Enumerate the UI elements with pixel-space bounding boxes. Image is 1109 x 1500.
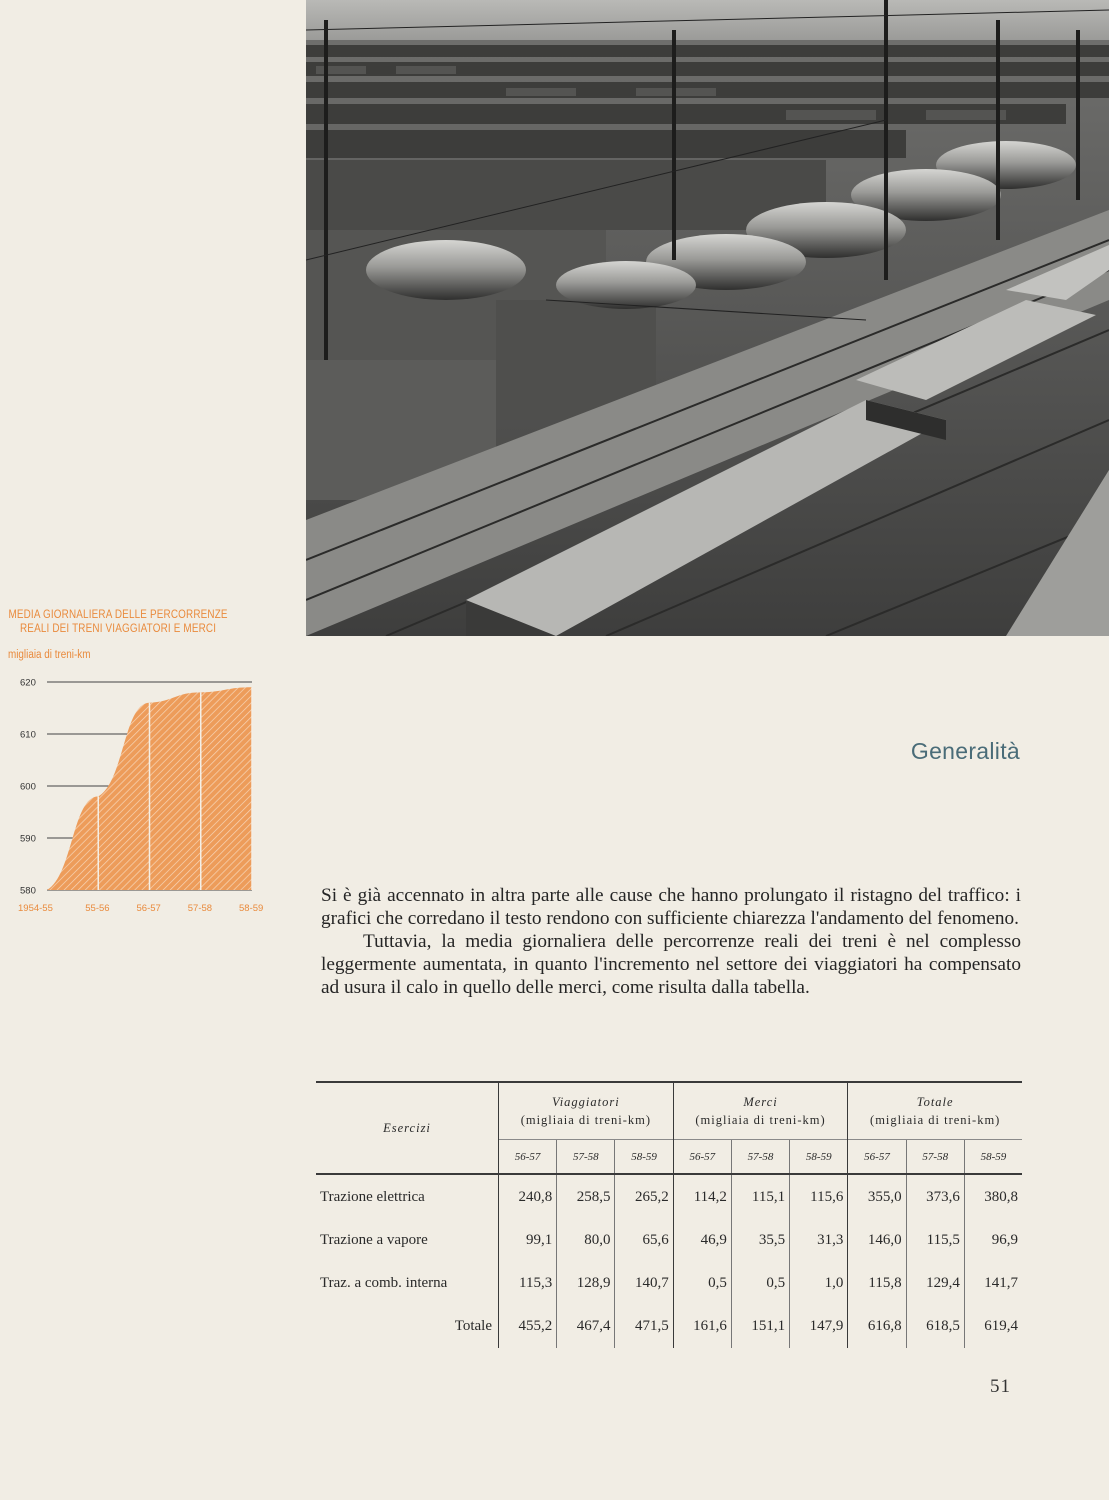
table-cell: 455,2 [499, 1305, 557, 1348]
esercizi-header: Esercizi [316, 1082, 499, 1174]
section-heading: Generalità [910, 738, 1020, 764]
table-cell: 141,7 [964, 1262, 1022, 1305]
railway-yard-photo [306, 0, 1109, 636]
year-header: 58-59 [615, 1140, 673, 1175]
row-label: Traz. a comb. interna [320, 1275, 448, 1291]
table-cell: 355,0 [848, 1174, 906, 1219]
chart-title-line2: REALI DEI TRENI VIAGGIATORI E MERCI [19, 623, 217, 635]
table-cell: 115,5 [906, 1219, 964, 1262]
table-cell: 616,8 [848, 1305, 906, 1348]
table-cell: 115,8 [848, 1262, 906, 1305]
x-tick-label: 1954-55 [18, 903, 53, 914]
row-label: Totale [454, 1318, 492, 1334]
group-title: Merci [743, 1095, 778, 1109]
table-cell: 115,3 [499, 1262, 557, 1305]
table-cell: 471,5 [615, 1305, 673, 1348]
row-label: Trazione elettrica [316, 1174, 499, 1219]
photo-graphic [306, 0, 1109, 636]
group-header-totale [848, 1082, 1022, 1140]
table-cell: 31,3 [790, 1219, 848, 1262]
group-unit: (migliaia di treni-km) [695, 1113, 826, 1127]
table-cell: 128,9 [557, 1262, 615, 1305]
group-unit: (migliaia di treni-km) [870, 1113, 1001, 1127]
x-tick-label: 58-59 [239, 903, 264, 914]
table-cell: 115,6 [790, 1174, 848, 1219]
page-number: 51 [990, 1376, 1011, 1397]
year-header: 56-57 [499, 1140, 557, 1175]
table-cell: 46,9 [673, 1219, 731, 1262]
year-header: 57-58 [557, 1140, 615, 1175]
table-cell: 258,5 [557, 1174, 615, 1219]
table-cell: 1,0 [790, 1262, 848, 1305]
table-group-header-row [316, 1082, 1022, 1140]
y-tick-label: 620 [20, 677, 36, 689]
table-cell: 140,7 [615, 1262, 673, 1305]
table-cell: 0,5 [731, 1262, 789, 1305]
table-cell: 99,1 [499, 1219, 557, 1262]
table-cell: 114,2 [673, 1174, 731, 1219]
table-cell: 373,6 [906, 1174, 964, 1219]
group-header-viaggiatori [499, 1082, 674, 1140]
group-title: Totale [916, 1095, 954, 1109]
chart-block [0, 600, 300, 930]
paragraph-1: Si è già accennato in altra parte alle cause che hanno prolungato il ristagno del traffico: i grafici che corredano il testo rendono con sufficiente chiarezza l'andamento del fenomeno. [321, 885, 1021, 929]
table-cell: 35,5 [731, 1219, 789, 1262]
group-title: Viaggiatori [551, 1095, 620, 1109]
table-cell: 65,6 [615, 1219, 673, 1262]
table-cell: 618,5 [906, 1305, 964, 1348]
group-unit: (migliaia di treni-km) [520, 1113, 651, 1127]
table-cell: 265,2 [615, 1174, 673, 1219]
y-tick-label: 580 [20, 885, 36, 897]
chart-unit-label: migliaia di treni-km [8, 649, 91, 661]
table-cell: 161,6 [673, 1305, 731, 1348]
traction-table [316, 1081, 1022, 1348]
paragraph-2: Tuttavia, la media giornaliera delle percorrenze reali dei treni è nel complesso leggermente aumentata, in quanto l'incremento nel settore dei viaggiatori ha compensato ad usura il calo in quello delle merci, come risulta dalla tabella. [321, 931, 1021, 998]
row-label: Trazione a vapore [320, 1232, 428, 1248]
x-tick-label: 57-58 [187, 903, 213, 914]
year-header: 58-59 [790, 1140, 848, 1175]
x-tick-label: 56-57 [136, 903, 161, 914]
table-cell: 96,9 [964, 1219, 1022, 1262]
area-chart [0, 600, 300, 930]
table-cell: 240,8 [499, 1174, 557, 1219]
y-tick-label: 590 [20, 833, 36, 845]
table-cell: 147,9 [790, 1305, 848, 1348]
table-cell: 146,0 [848, 1219, 906, 1262]
table-cell: 151,1 [731, 1305, 789, 1348]
table-cell: 467,4 [557, 1305, 615, 1348]
table-row [316, 1262, 1022, 1305]
table-cell: 115,1 [731, 1174, 789, 1219]
table-row [316, 1174, 1022, 1219]
year-header: 57-58 [906, 1140, 964, 1175]
table-row-total [316, 1305, 1022, 1348]
table-cell: 619,4 [964, 1305, 1022, 1348]
chart-title-line1: MEDIA GIORNALIERA DELLE PERCORRENZE [8, 609, 228, 621]
table-row [316, 1219, 1022, 1262]
table-cell: 129,4 [906, 1262, 964, 1305]
year-header: 56-57 [848, 1140, 906, 1175]
body-text [321, 884, 1021, 999]
group-header-merci [673, 1082, 848, 1140]
y-tick-label: 610 [20, 729, 36, 741]
x-tick-label: 55-56 [85, 903, 110, 914]
year-header: 58-59 [964, 1140, 1022, 1175]
year-header: 57-58 [731, 1140, 789, 1175]
y-tick-label: 600 [20, 781, 36, 793]
table-cell: 0,5 [673, 1262, 731, 1305]
table-cell: 80,0 [557, 1219, 615, 1262]
year-header: 56-57 [673, 1140, 731, 1175]
table-cell: 380,8 [964, 1174, 1022, 1219]
